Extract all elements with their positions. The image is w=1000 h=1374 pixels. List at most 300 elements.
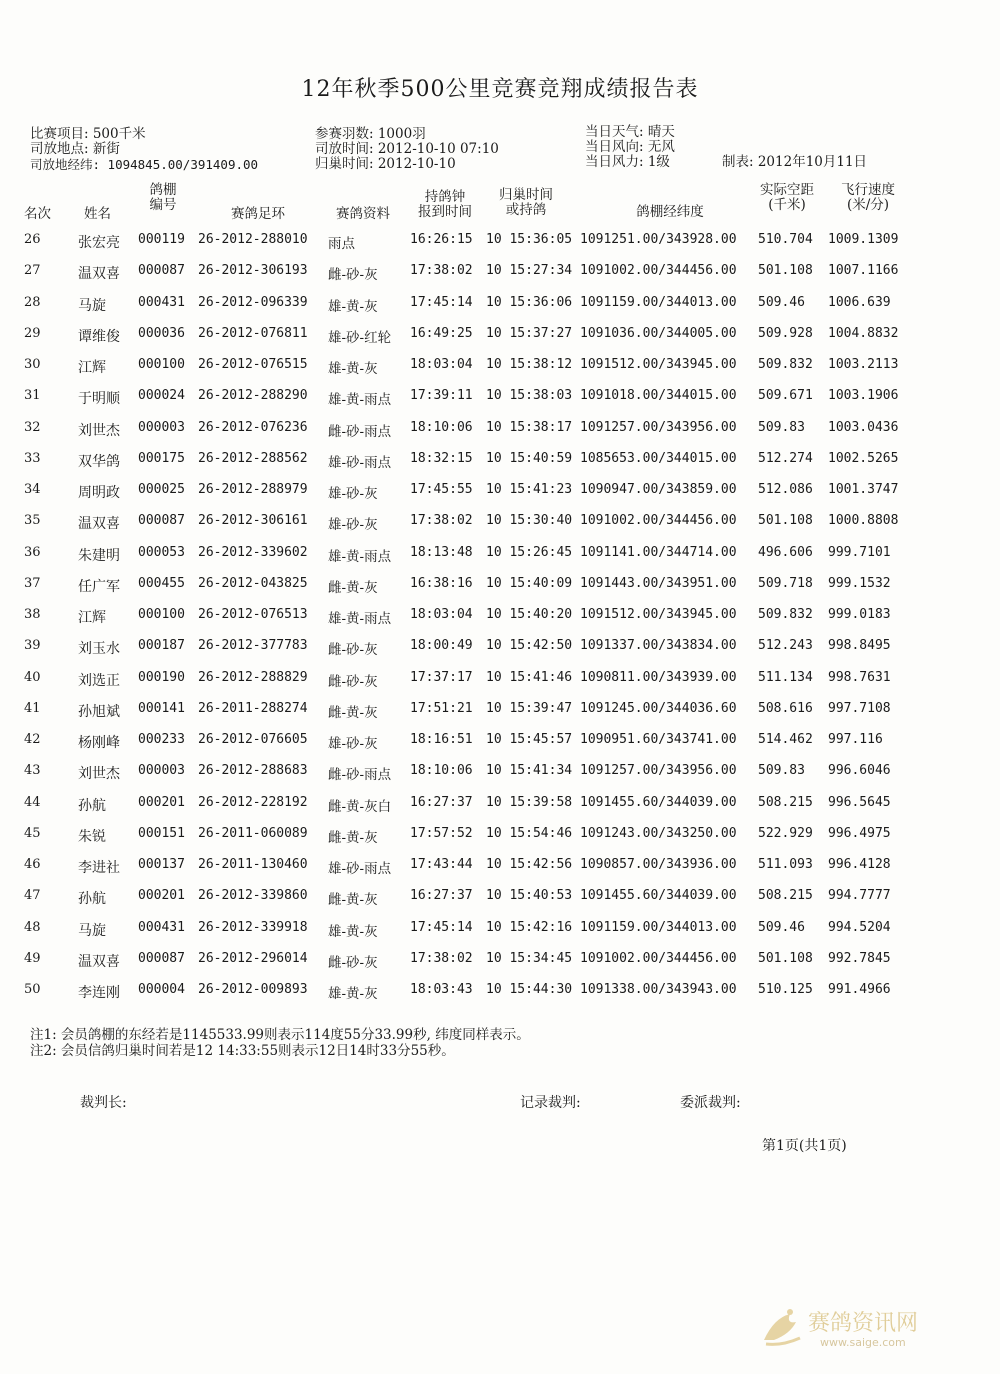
header-rank: 名次 <box>24 206 51 222</box>
loft-coords-cell: 1091251.00/343928.00 <box>580 232 737 247</box>
report-time-cell: 18:03:43 <box>410 982 473 997</box>
distance-cell: 522.929 <box>758 825 813 841</box>
pigeon-description-cell: 雄-砂-灰 <box>328 486 378 502</box>
speed-cell: 996.6046 <box>828 763 891 779</box>
rank-cell: 45 <box>24 825 41 841</box>
table-row <box>0 263 1000 294</box>
speed-cell: 996.4975 <box>828 825 891 841</box>
rank-cell: 30 <box>24 357 41 372</box>
table-row <box>0 326 1000 357</box>
speed-cell: 1002.5265 <box>828 450 899 466</box>
table-row <box>0 920 1000 951</box>
speed-cell: 1009.1309 <box>828 232 899 247</box>
rank-cell: 31 <box>24 388 41 404</box>
table-row <box>0 638 1000 669</box>
report-time-cell: 18:10:06 <box>410 419 473 435</box>
distance-cell: 512.274 <box>758 450 813 466</box>
rank-cell: 39 <box>24 638 41 654</box>
name-cell: 张宏亮 <box>78 235 120 251</box>
loft-coords-cell: 1091002.00/344456.00 <box>580 950 737 966</box>
loft-id-cell: 000201 <box>138 794 185 810</box>
loft-id-cell: 000003 <box>138 419 185 435</box>
arrival-time-cell: 10 15:37:27 <box>486 325 573 341</box>
arrival-time-cell: 10 15:54:46 <box>486 825 573 841</box>
arrival-time-cell: 10 15:39:47 <box>486 700 573 716</box>
pigeon-description-cell: 雄-黄-雨点 <box>328 392 392 409</box>
speed-cell: 996.4128 <box>828 857 891 872</box>
ring-number-cell: 26-2012-076513 <box>198 607 308 622</box>
return-time-label: 归巢时间: 2012-10-10 <box>315 156 456 172</box>
pigeon-description-cell: 雌-砂-灰 <box>328 673 378 690</box>
report-time-cell: 16:26:15 <box>410 232 473 247</box>
rank-cell: 27 <box>24 263 41 279</box>
speed-cell: 996.5645 <box>828 794 891 810</box>
loft-coords-cell: 1091257.00/343956.00 <box>580 763 737 779</box>
distance-cell: 512.086 <box>758 482 813 497</box>
pigeon-description-cell: 雄-砂-雨点 <box>328 861 392 877</box>
name-cell: 刘世杰 <box>78 422 120 439</box>
pigeon-description-cell: 雨点 <box>328 236 355 252</box>
notes <box>30 1027 530 1059</box>
table-row <box>0 576 1000 607</box>
report-time-cell: 18:03:04 <box>410 357 473 372</box>
loft-id-cell: 000036 <box>138 325 185 341</box>
rank-cell: 28 <box>24 294 41 310</box>
entries-label: 参赛羽数: 1000羽 <box>315 126 426 142</box>
arrival-time-cell: 10 15:41:34 <box>486 763 573 779</box>
arrival-time-cell: 10 15:34:45 <box>486 950 573 966</box>
name-cell: 马旋 <box>78 297 106 314</box>
watermark-url: www.saige.com <box>820 1336 906 1349</box>
loft-id-cell: 000087 <box>138 513 185 529</box>
page-title: 12年秋季500公里竞赛竞翔成绩报告表 <box>301 77 699 102</box>
release-time-label: 司放时间: 2012-10-10 07:10 <box>315 141 499 157</box>
ring-number-cell: 26-2012-076811 <box>198 325 308 341</box>
name-cell: 江辉 <box>78 610 106 626</box>
release-coords-label: 司放地经纬: 1094845.00/391409.00 <box>30 157 259 172</box>
distance-cell: 509.832 <box>758 607 813 622</box>
ring-number-cell: 26-2011-130460 <box>198 857 308 872</box>
speed-cell: 999.1532 <box>828 575 891 591</box>
pigeon-description-cell: 雄-砂-灰 <box>328 736 378 752</box>
report-time-cell: 18:13:48 <box>410 544 473 560</box>
rank-cell: 33 <box>24 450 41 466</box>
arrival-time-cell: 10 15:40:20 <box>486 607 573 622</box>
ring-number-cell: 26-2012-288979 <box>198 482 308 497</box>
pigeon-description-cell: 雌-黄-灰 <box>328 892 378 909</box>
rank-cell: 49 <box>24 950 41 966</box>
pigeon-description-cell: 雄-黄-雨点 <box>328 548 392 565</box>
pigeon-description-cell: 雌-砂-雨点 <box>328 423 392 440</box>
loft-id-cell: 000053 <box>138 544 185 560</box>
table-row <box>0 357 1000 388</box>
distance-cell: 509.46 <box>758 919 805 935</box>
rank-cell: 36 <box>24 544 41 560</box>
pigeon-description-cell: 雌-黄-灰 <box>328 579 378 596</box>
arrival-time-cell: 10 15:38:17 <box>486 419 573 435</box>
name-cell: 孙航 <box>78 891 106 908</box>
table-row <box>0 295 1000 326</box>
loft-coords-cell: 1091036.00/344005.00 <box>580 325 737 341</box>
rank-cell: 26 <box>24 232 41 247</box>
pigeon-description-cell: 雄-黄-灰 <box>328 298 378 315</box>
distance-cell: 509.46 <box>758 294 805 310</box>
loft-coords-cell: 1091443.00/343951.00 <box>580 575 737 591</box>
table-row <box>0 763 1000 794</box>
loft-coords-cell: 1090857.00/343936.00 <box>580 857 737 872</box>
report-time-cell: 18:10:06 <box>410 763 473 779</box>
rank-cell: 38 <box>24 607 41 622</box>
speed-cell: 992.7845 <box>828 950 891 966</box>
arrival-time-cell: 10 15:27:34 <box>486 263 573 279</box>
distance-cell: 510.125 <box>758 982 813 997</box>
pigeon-description-cell: 雌-黄-灰 <box>328 704 378 721</box>
arrival-time-cell: 10 15:40:53 <box>486 888 573 904</box>
name-cell: 温双喜 <box>78 953 120 970</box>
loft-coords-cell: 1091512.00/343945.00 <box>580 607 737 622</box>
loft-coords-cell: 1090947.00/343859.00 <box>580 482 737 497</box>
rank-cell: 35 <box>24 513 41 529</box>
loft-id-cell: 000003 <box>138 763 185 779</box>
loft-id-cell: 000087 <box>138 950 185 966</box>
name-cell: 孙航 <box>78 797 106 814</box>
pigeon-description-cell: 雄-黄-灰 <box>328 986 378 1002</box>
speed-cell: 1003.2113 <box>828 357 899 372</box>
loft-id-cell: 000431 <box>138 919 185 935</box>
ring-number-cell: 26-2012-288010 <box>198 232 308 247</box>
weather-label: 当日天气: 晴天 <box>585 124 675 140</box>
loft-id-cell: 000100 <box>138 607 185 622</box>
header-coords: 鸽棚经纬度 <box>636 204 704 220</box>
loft-coords-cell: 1085653.00/344015.00 <box>580 450 737 466</box>
name-cell: 刘世杰 <box>78 766 120 783</box>
table-row <box>0 420 1000 451</box>
release-site-label: 司放地点: 新街 <box>30 141 120 157</box>
distance-cell: 511.134 <box>758 669 813 685</box>
rank-cell: 43 <box>24 763 41 779</box>
report-time-cell: 18:00:49 <box>410 638 473 654</box>
loft-id-cell: 000004 <box>138 982 185 997</box>
header-speed: 飞行速度 (米/分) <box>841 182 895 213</box>
arrival-time-cell: 10 15:39:58 <box>486 794 573 810</box>
speed-cell: 1007.1166 <box>828 263 899 279</box>
header-desc: 赛鸽资料 <box>336 206 390 222</box>
loft-coords-cell: 1091002.00/344456.00 <box>580 263 737 279</box>
arrival-time-cell: 10 15:40:59 <box>486 450 573 466</box>
pigeon-description-cell: 雄-砂-红轮 <box>328 329 392 346</box>
distance-cell: 509.83 <box>758 763 805 779</box>
race-info-left <box>30 127 258 172</box>
arrival-time-cell: 10 15:36:05 <box>486 232 573 247</box>
loft-id-cell: 000024 <box>138 388 185 404</box>
report-time-cell: 16:27:37 <box>410 888 473 904</box>
watermark <box>760 1300 970 1360</box>
pigeon-description-cell: 雄-砂-雨点 <box>328 454 392 471</box>
report-time-cell: 17:38:02 <box>410 950 473 966</box>
loft-coords-cell: 1091018.00/344015.00 <box>580 388 737 404</box>
loft-coords-cell: 1091257.00/343956.00 <box>580 419 737 435</box>
name-cell: 任广军 <box>78 578 120 595</box>
race-info-middle <box>315 127 499 172</box>
header-distance: 实际空距 (千米) <box>760 182 814 213</box>
name-cell: 马旋 <box>78 922 106 939</box>
rank-cell: 40 <box>24 669 41 685</box>
name-cell: 温双喜 <box>78 516 120 533</box>
table-row <box>0 388 1000 419</box>
report-time-cell: 16:38:16 <box>410 575 473 591</box>
pigeon-description-cell: 雌-砂-雨点 <box>328 767 392 784</box>
pigeon-description-cell: 雌-砂-灰 <box>328 267 378 284</box>
loft-coords-cell: 1091141.00/344714.00 <box>580 544 737 560</box>
distance-cell: 501.108 <box>758 513 813 529</box>
speed-cell: 999.7101 <box>828 544 891 560</box>
speed-cell: 1004.8832 <box>828 325 899 341</box>
table-row <box>0 670 1000 701</box>
ring-number-cell: 26-2011-288274 <box>198 700 308 716</box>
distance-cell: 501.108 <box>758 263 813 279</box>
assigned-referee-label: 委派裁判: <box>680 1095 741 1111</box>
header-ring: 赛鸽足环 <box>231 206 285 222</box>
arrival-time-cell: 10 15:36:06 <box>486 294 573 310</box>
loft-coords-cell: 1091338.00/343943.00 <box>580 982 737 997</box>
header-report-time: 持鸽钟 报到时间 <box>418 189 472 220</box>
ring-number-cell: 26-2012-288829 <box>198 669 308 685</box>
distance-cell: 509.832 <box>758 357 813 372</box>
name-cell: 李进社 <box>78 860 120 876</box>
ring-number-cell: 26-2012-288290 <box>198 388 308 404</box>
table-row <box>0 232 1000 263</box>
ring-number-cell: 26-2012-076236 <box>198 419 308 435</box>
race-info-right <box>585 125 675 170</box>
loft-coords-cell: 1091455.60/344039.00 <box>580 794 737 810</box>
pigeon-description-cell: 雄-黄-灰 <box>328 361 378 377</box>
loft-coords-cell: 1091512.00/343945.00 <box>580 357 737 372</box>
pigeon-logo-icon <box>760 1300 806 1352</box>
rank-cell: 44 <box>24 794 41 810</box>
arrival-time-cell: 10 15:45:57 <box>486 732 573 747</box>
speed-cell: 1003.1906 <box>828 388 899 404</box>
report-time-cell: 17:51:21 <box>410 700 473 716</box>
loft-coords-cell: 1091002.00/344456.00 <box>580 513 737 529</box>
ring-number-cell: 26-2011-060089 <box>198 825 308 841</box>
arrival-time-cell: 10 15:30:40 <box>486 513 573 529</box>
pigeon-description-cell: 雄-砂-灰 <box>328 517 378 534</box>
distance-cell: 510.704 <box>758 232 813 247</box>
table-row <box>0 888 1000 919</box>
loft-id-cell: 000431 <box>138 294 185 310</box>
table-row <box>0 857 1000 888</box>
rank-cell: 46 <box>24 857 41 872</box>
loft-id-cell: 000190 <box>138 669 185 685</box>
rank-cell: 29 <box>24 325 41 341</box>
event-label: 比赛项目: 500千米 <box>30 126 146 142</box>
arrival-time-cell: 10 15:42:50 <box>486 638 573 654</box>
wind-direction-label: 当日风向: 无风 <box>585 139 675 155</box>
loft-id-cell: 000119 <box>138 232 185 247</box>
speed-cell: 997.116 <box>828 732 883 747</box>
name-cell: 朱建明 <box>78 547 120 564</box>
loft-coords-cell: 1091245.00/344036.60 <box>580 700 737 716</box>
report-time-cell: 18:16:51 <box>410 732 473 747</box>
report-time-cell: 17:38:02 <box>410 513 473 529</box>
rank-cell: 41 <box>24 700 41 716</box>
ring-number-cell: 26-2012-288683 <box>198 763 308 779</box>
arrival-time-cell: 10 15:42:56 <box>486 857 573 872</box>
chief-referee-label: 裁判长: <box>80 1095 127 1111</box>
report-time-cell: 17:57:52 <box>410 825 473 841</box>
report-time-cell: 17:39:11 <box>410 388 473 404</box>
table-row <box>0 951 1000 982</box>
report-time-cell: 16:49:25 <box>410 325 473 341</box>
name-cell: 李连刚 <box>78 985 120 1001</box>
name-cell: 朱锐 <box>78 828 106 845</box>
ring-number-cell: 26-2012-339918 <box>198 919 308 935</box>
report-time-cell: 17:38:02 <box>410 263 473 279</box>
table-row <box>0 482 1000 513</box>
ring-number-cell: 26-2012-076605 <box>198 732 308 747</box>
loft-coords-cell: 1091337.00/343834.00 <box>580 638 737 654</box>
loft-id-cell: 000151 <box>138 825 185 841</box>
loft-id-cell: 000025 <box>138 482 185 497</box>
loft-id-cell: 000455 <box>138 575 185 591</box>
wind-force-label: 当日风力: 1级 <box>585 154 670 170</box>
table-row <box>0 732 1000 763</box>
watermark-text: 赛鸽资讯网 <box>808 1311 919 1336</box>
distance-cell: 508.616 <box>758 700 813 716</box>
name-cell: 温双喜 <box>78 266 120 283</box>
rank-cell: 42 <box>24 732 41 747</box>
ring-number-cell: 26-2012-339602 <box>198 544 308 560</box>
name-cell: 江辉 <box>78 360 106 376</box>
page-number: 第1页(共1页) <box>762 1138 847 1154</box>
note-1: 注1: 会员鸽棚的东经若是1145533.99则表示114度55分33.99秒, 纬度同样表示。 <box>30 1027 530 1043</box>
header-name: 姓名 <box>84 206 111 222</box>
distance-cell: 509.928 <box>758 325 813 341</box>
arrival-time-cell: 10 15:41:46 <box>486 669 573 685</box>
note-2: 注2: 会员信鸽归巢时间若是12 14:33:55则表示12日14时33分55秒。 <box>30 1043 455 1059</box>
ring-number-cell: 26-2012-228192 <box>198 794 308 810</box>
table-row <box>0 701 1000 732</box>
speed-cell: 998.7631 <box>828 669 891 685</box>
name-cell: 于明顺 <box>78 391 120 408</box>
distance-cell: 508.215 <box>758 794 813 810</box>
rank-cell: 37 <box>24 575 41 591</box>
loft-coords-cell: 1091159.00/344013.00 <box>580 294 737 310</box>
arrival-time-cell: 10 15:40:09 <box>486 575 573 591</box>
distance-cell: 509.718 <box>758 575 813 591</box>
name-cell: 刘玉水 <box>78 641 120 658</box>
report-time-cell: 17:45:14 <box>410 919 473 935</box>
loft-coords-cell: 1091159.00/344013.00 <box>580 919 737 935</box>
pigeon-description-cell: 雄-黄-灰 <box>328 923 378 940</box>
loft-id-cell: 000141 <box>138 700 185 716</box>
speed-cell: 997.7108 <box>828 700 891 716</box>
distance-cell: 511.093 <box>758 857 813 872</box>
loft-id-cell: 000187 <box>138 638 185 654</box>
arrival-time-cell: 10 15:44:30 <box>486 982 573 997</box>
loft-coords-cell: 1091243.00/343250.00 <box>580 825 737 841</box>
table-row <box>0 513 1000 544</box>
arrival-time-cell: 10 15:38:03 <box>486 388 573 404</box>
name-cell: 谭维俊 <box>78 328 120 345</box>
pigeon-description-cell: 雌-黄-灰 <box>328 829 378 846</box>
table-row <box>0 795 1000 826</box>
report-time-cell: 17:43:44 <box>410 857 473 872</box>
report-time-cell: 18:03:04 <box>410 607 473 622</box>
arrival-time-cell: 10 15:41:23 <box>486 482 573 497</box>
report-time-cell: 16:27:37 <box>410 794 473 810</box>
rank-cell: 32 <box>24 419 41 435</box>
distance-cell: 496.606 <box>758 544 813 560</box>
ring-number-cell: 26-2012-377783 <box>198 638 308 654</box>
ring-number-cell: 26-2012-339860 <box>198 888 308 904</box>
ring-number-cell: 26-2012-288562 <box>198 450 308 466</box>
rank-cell: 50 <box>24 982 41 997</box>
speed-cell: 991.4966 <box>828 982 891 997</box>
loft-coords-cell: 1090811.00/343939.00 <box>580 669 737 685</box>
header-arrival: 归巢时间 或持鸽 <box>499 187 553 218</box>
pigeon-description-cell: 雌-黄-灰白 <box>328 798 392 815</box>
report-time-cell: 17:45:14 <box>410 294 473 310</box>
rank-cell: 48 <box>24 919 41 935</box>
loft-id-cell: 000175 <box>138 450 185 466</box>
ring-number-cell: 26-2012-009893 <box>198 982 308 997</box>
ring-number-cell: 26-2012-306193 <box>198 263 308 279</box>
distance-cell: 509.83 <box>758 419 805 435</box>
loft-id-cell: 000201 <box>138 888 185 904</box>
header-loft: 鸽棚 编号 <box>149 182 177 213</box>
rank-cell: 34 <box>24 482 41 497</box>
table-row <box>0 451 1000 482</box>
distance-cell: 508.215 <box>758 888 813 904</box>
ring-number-cell: 26-2012-043825 <box>198 575 308 591</box>
name-cell: 双华鸽 <box>78 453 120 470</box>
speed-cell: 1001.3747 <box>828 482 899 497</box>
prepared-date-label: 制表: 2012年10月11日 <box>722 154 868 170</box>
distance-cell: 501.108 <box>758 950 813 966</box>
speed-cell: 1006.639 <box>828 294 891 310</box>
distance-cell: 512.243 <box>758 638 813 654</box>
speed-cell: 1000.8808 <box>828 513 899 529</box>
name-cell: 孙旭斌 <box>78 703 120 720</box>
loft-id-cell: 000137 <box>138 857 185 872</box>
ring-number-cell: 26-2012-306161 <box>198 513 308 529</box>
name-cell: 周明政 <box>78 485 120 501</box>
speed-cell: 1003.0436 <box>828 419 899 435</box>
recorder-referee-label: 记录裁判: <box>520 1095 581 1111</box>
table-row <box>0 826 1000 857</box>
speed-cell: 994.5204 <box>828 919 891 935</box>
speed-cell: 999.0183 <box>828 607 891 622</box>
pigeon-description-cell: 雄-黄-雨点 <box>328 611 392 627</box>
name-cell: 杨刚峰 <box>78 735 120 751</box>
arrival-time-cell: 10 15:42:16 <box>486 919 573 935</box>
ring-number-cell: 26-2012-096339 <box>198 294 308 310</box>
loft-id-cell: 000233 <box>138 732 185 747</box>
arrival-time-cell: 10 15:38:12 <box>486 357 573 372</box>
distance-cell: 509.671 <box>758 388 813 404</box>
speed-cell: 998.8495 <box>828 638 891 654</box>
report-time-cell: 17:37:17 <box>410 669 473 685</box>
loft-id-cell: 000100 <box>138 357 185 372</box>
arrival-time-cell: 10 15:26:45 <box>486 544 573 560</box>
pigeon-description-cell: 雌-砂-灰 <box>328 642 378 659</box>
ring-number-cell: 26-2012-296014 <box>198 950 308 966</box>
loft-coords-cell: 1090951.60/343741.00 <box>580 732 737 747</box>
rank-cell: 47 <box>24 888 41 904</box>
pigeon-description-cell: 雌-砂-灰 <box>328 954 378 971</box>
ring-number-cell: 26-2012-076515 <box>198 357 308 372</box>
